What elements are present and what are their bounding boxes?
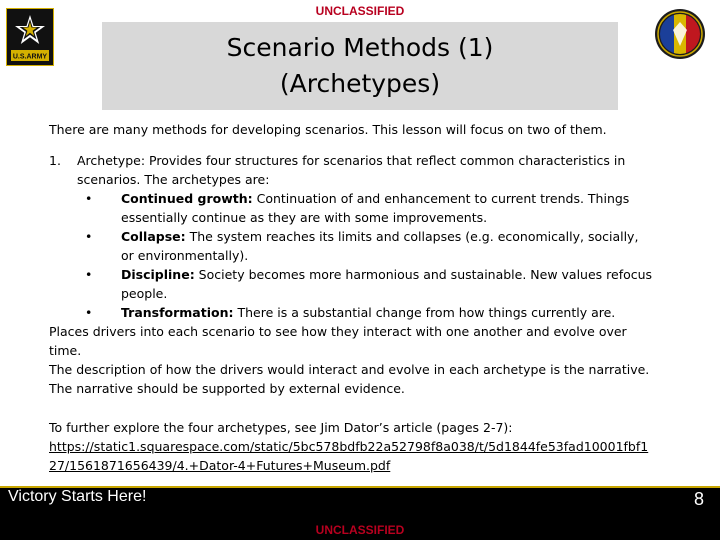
footer-motto: Victory Starts Here! — [8, 488, 147, 505]
list-number: 1. — [49, 153, 61, 168]
bullet-transformation — [49, 303, 654, 322]
bullet-icon: • — [85, 191, 93, 206]
slide-title-line-1: Scenario Methods (1) — [226, 33, 494, 62]
spacer — [49, 398, 654, 418]
bullet-icon: • — [85, 267, 93, 282]
classification-banner-bottom: UNCLASSIFIED — [315, 523, 405, 537]
list-item-text: Archetype: Provides four structures for scenarios that reflect common characteristics in scenarios. The archetypes are: — [77, 153, 626, 187]
bullet-collapse — [49, 227, 654, 265]
page-number: 8 — [693, 489, 704, 509]
bullet-term: Discipline: — [121, 267, 195, 282]
bullet-term: Collapse: — [121, 229, 186, 244]
us-army-logo — [6, 8, 54, 66]
bullet-continued-growth — [49, 189, 654, 227]
bullet-text: Society becomes more harmonious and sustainable. New values refocus people. — [121, 267, 653, 301]
narrative-paragraph: The description of how the drivers would interact and evolve in each archetype is the narrative. — [49, 362, 650, 377]
unit-seal-icon — [654, 8, 706, 60]
slide-title — [102, 30, 618, 102]
intro-paragraph: There are many methods for developing scenarios. This lesson will focus on two of them. — [49, 122, 607, 137]
dator-article-link[interactable]: https://static1.squarespace.com/static/5bc578bdfb22a52798f8a038/t/5d1844fe53fad10001fbf127/1561871656439/4.+Dator-4+Futures+Museum.pdf — [49, 439, 649, 473]
drivers-paragraph: Places drivers into each scenario to see how they interact with one another and evolve over time. — [49, 324, 627, 358]
slide-title-line-2: (Archetypes) — [279, 69, 441, 98]
logo-text: U.S.ARMY — [12, 53, 48, 61]
bullet-icon: • — [85, 305, 93, 320]
classification-banner-top: UNCLASSIFIED — [315, 4, 405, 18]
bullet-icon: • — [85, 229, 93, 244]
bullet-text: Continuation of and enhancement to current trends. Things essentially continue as they are with some improvements. — [121, 191, 630, 225]
slide-body — [49, 120, 654, 475]
further-reading-text: To further explore the four archetypes, see Jim Dator’s article (pages 2-7): — [49, 420, 513, 435]
bullet-term: Continued growth: — [121, 191, 253, 206]
evidence-paragraph: The narrative should be supported by external evidence. — [49, 381, 405, 396]
bullet-text: There is a substantial change from how things currently are. — [233, 305, 616, 320]
bullet-term: Transformation: — [121, 305, 234, 320]
bullet-discipline — [49, 265, 654, 303]
bullet-text: The system reaches its limits and collapses (e.g. economically, socially, or environmentally). — [121, 229, 639, 263]
list-item-archetype — [49, 151, 654, 189]
